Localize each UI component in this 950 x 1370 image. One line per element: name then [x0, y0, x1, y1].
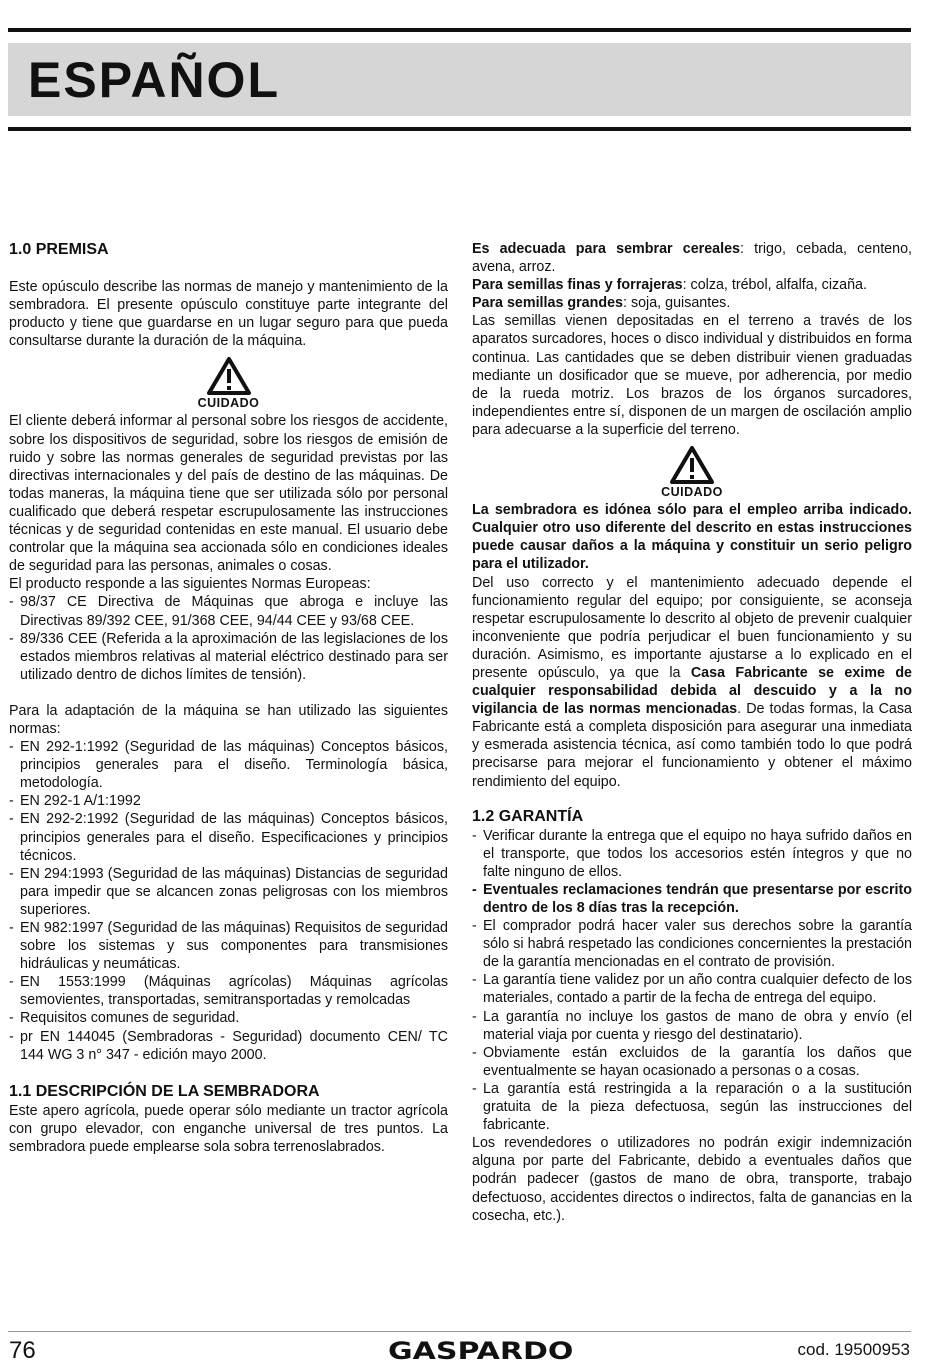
- warning-block-right: [472, 445, 912, 501]
- list-item: - Requisitos comunes de seguridad.: [9, 1009, 448, 1027]
- document-code: cod. 19500953: [797, 1340, 910, 1359]
- warning-triangle-icon: [669, 445, 715, 485]
- page-number: 76: [9, 1337, 36, 1364]
- footer-rule: [8, 1331, 911, 1332]
- maintenance-text-bold: Casa Fabricante se exime de cualquier responsabilidad debida al descuido y a la no vigilancia de las normas mencionadas: [472, 664, 913, 718]
- warning-triangle-icon: [206, 356, 252, 396]
- usage-warning-text: La sembradora es idónea sólo para el empleo arriba indicado. Cualquier otro uso diferente del descrito en estas instrucciones puede causar daños a la máquina y constituir un serio peligro para el utilizador.: [472, 502, 912, 573]
- large-seeds-line: [472, 294, 912, 312]
- premise-paragraph-3: El producto responde a las siguientes Normas Europeas:: [9, 576, 371, 593]
- top-rule-2: [8, 127, 911, 131]
- list-item: - La garantía tiene validez por un año contra cualquier defecto de los materiales, contado a partir de la fecha de entrega del equipo.: [472, 971, 912, 1007]
- cereals-text: : trigo, cebada, centeno, avena, arroz.: [472, 241, 912, 276]
- list-item: - La garantía no incluye los gastos de mano de obra y envío (el material viaja por cuenta y riesgo del destinatario).: [472, 1008, 912, 1044]
- section-1-0-title: 1.0 PREMISA: [9, 241, 109, 258]
- fine-seeds-text: : colza, trébol, alfalfa, cizaña.: [682, 277, 867, 294]
- premise-paragraph-4: Para la adaptación de la máquina se han utilizado las siguientes normas:: [9, 702, 448, 737]
- warning-label: CUIDADO: [197, 396, 260, 411]
- warning-label: CUIDADO: [661, 485, 723, 500]
- list-item: - EN 1553:1999 (Máquinas agrícolas) Máquinas agrícolas semovientes, transportadas, semitransportadas y remolcadas: [9, 973, 448, 1009]
- list-item: - EN 292-1 A/1:1992: [9, 792, 448, 810]
- left-column: [9, 240, 448, 1156]
- list-item: - La garantía está restringida a la reparación o a la sustitución gratuita de la pieza defectuosa, según las instrucciones del fabricante.: [472, 1080, 912, 1134]
- list-item: - El comprador podrá hacer valer sus derechos sobre la garantía sólo si habrá respetado las condiciones concernientes la prestación de la garantía mencionadas en el contrato de provisión.: [472, 917, 912, 971]
- cereals-label: Es adecuada para sembrar cereales: [472, 241, 740, 257]
- list-item: - EN 292-2:1992 (Seguridad de las máquinas) Conceptos básicos, principios generales para el diseño. Especificaciones y principios técnicos.: [9, 810, 448, 864]
- page-title: ESPAÑOL: [28, 52, 280, 108]
- list-item: - Eventuales reclamaciones tendrán que presentarse por escrito dentro de los 8 días tras la recepción.: [472, 881, 912, 917]
- list-item: - EN 294:1993 (Seguridad de las máquinas) Distancias de seguridad para impedir que se alcancen zonas peligrosas con los miembros superiores.: [9, 865, 448, 919]
- list-item: - 98/37 CE Directiva de Máquinas que abroga e incluye las Directivas 89/392 CEE, 91/368 CEE, 94/44 CEE y 93/68 CEE.: [9, 593, 448, 629]
- warranty-list: [472, 827, 912, 1135]
- list-item: - Obviamente están excluidos de la garantía los daños que eventualmente se hayan ocasionado a personas o a cosas.: [472, 1044, 912, 1080]
- maintenance-text-b: . De todas formas, la Casa Fabricante está a completa disposición para asegurar una inmediata y esmerada asistencia técnica, así como también todo lo que podrá precisarse para mejorar el funcionamiento y obtener el máximo rendimiento del equipo.: [472, 701, 912, 790]
- list-item: - pr EN 144045 (Sembradoras - Seguridad) documento CEN/ TC 144 WG 3 n° 347 - edición mayo 2000.: [9, 1028, 448, 1064]
- large-seeds-label: Para semillas grandes: [472, 295, 623, 312]
- fine-seeds-label: Para semillas finas y forrajeras: [472, 277, 683, 294]
- maintenance-text-a: Del uso correcto y el mantenimiento adecuado depende el funcionamiento regular del equipo; por consiguiente, se aconseja respetar escrupulosamente lo descrito al objeto de prevenir cualquier inconveniente que podría perjudicar el buen funcionamiento y su duración. Asimismo, es importante ajustarse a lo explicado en el presente opúsculo, ya que la: [472, 574, 912, 681]
- section-1-1-title: 1.1 DESCRIPCIÓN DE LA SEMBRADORA: [9, 1082, 320, 1100]
- maintenance-paragraph: [472, 574, 912, 791]
- large-seeds-text: : soja, guisantes.: [623, 295, 731, 312]
- seeds-paragraph: Las semillas vienen depositadas en el terreno a través de los aparatos surcadores, hoces o disco individual y distribuidos en forma continua. Las cantidades que se deben distribuir vienen graduadas mediante un dosificador que se mueve, por adherencia, por medio de la rueda motriz. Los brazos de los órganos surcadores, independientes entre sí, disponen de un margen de oscilación amplio para adecuarse a la superficie del terreno.: [472, 313, 912, 438]
- resellers-paragraph: Los revendedores o utilizadores no podrán exigir indemnización alguna por parte del Fabricante, debido a eventuales daños que podrán padecer (gastos de mano de obra, transporte, trabajo defectuoso, accidentes directos o indirectos, falta de ganancias en la cosecha, etc.).: [472, 1135, 912, 1224]
- warning-block-left: [9, 356, 448, 412]
- section-1-2-title: 1.2 GARANTÍA: [472, 807, 584, 825]
- list-item: - 89/336 CEE (Referida a la aproximación de las legislaciones de los estados miembros relativas al material eléctrico destinado para ser utilizado dentro de dichos límites de tensión).: [9, 630, 448, 684]
- list-item: - EN 982:1997 (Seguridad de las máquinas) Requisitos de seguridad sobre los sistemas y sus componentes para transmisiones hidráulicas y neumáticas.: [9, 919, 448, 973]
- cereals-line: [472, 240, 912, 276]
- fine-seeds-line: [472, 276, 912, 294]
- top-rule-1: [8, 28, 911, 32]
- premise-paragraph-2: El cliente deberá informar al personal sobre los riesgos de accidente, sobre los dispositivos de seguridad, sobre los riesgos de emisión de ruido y sobre las normas generales de seguridad previstas por las directivas internacionales y del país de destino de las máquinas. De todas maneras, la máquina tiene que ser utilizada sólo por personal cualificado que deberá respetar escrupulosamente las instrucciones técnicas y de seguridad contenidas en este manual. El usuario debe controlar que la máquina sea accionada sólo en condiciones ideales de seguridad para las personas, animales o cosas.: [9, 413, 448, 575]
- norms-list: [9, 738, 448, 1064]
- eu-norms-list: [9, 593, 448, 683]
- list-item: - EN 292-1:1992 (Seguridad de las máquinas) Conceptos básicos, principios generales para el diseño. Terminología básica, metodología.: [9, 738, 448, 792]
- description-paragraph: Este apero agrícola, puede operar sólo mediante un tractor agrícola con grupo elevador, con enganche universal de tres puntos. La sembradora puede emplearse sola sobra terrenoslabrados.: [9, 1102, 448, 1155]
- premise-paragraph-1: Este opúsculo describe las normas de manejo y mantenimiento de la sembradora. El presente opúsculo constituye parte integrante del producto y tiene que guardarse en un lugar seguro para que pueda consultarse durante la duración de la máquina.: [9, 279, 448, 350]
- list-item: - Verificar durante la entrega que el equipo no haya sufrido daños en el transporte, que todos los accesorios estén íntegros y que no falte ninguno de ellos.: [472, 827, 912, 881]
- brand-logo: GASPARDO: [388, 1337, 574, 1365]
- right-column: [472, 240, 912, 1225]
